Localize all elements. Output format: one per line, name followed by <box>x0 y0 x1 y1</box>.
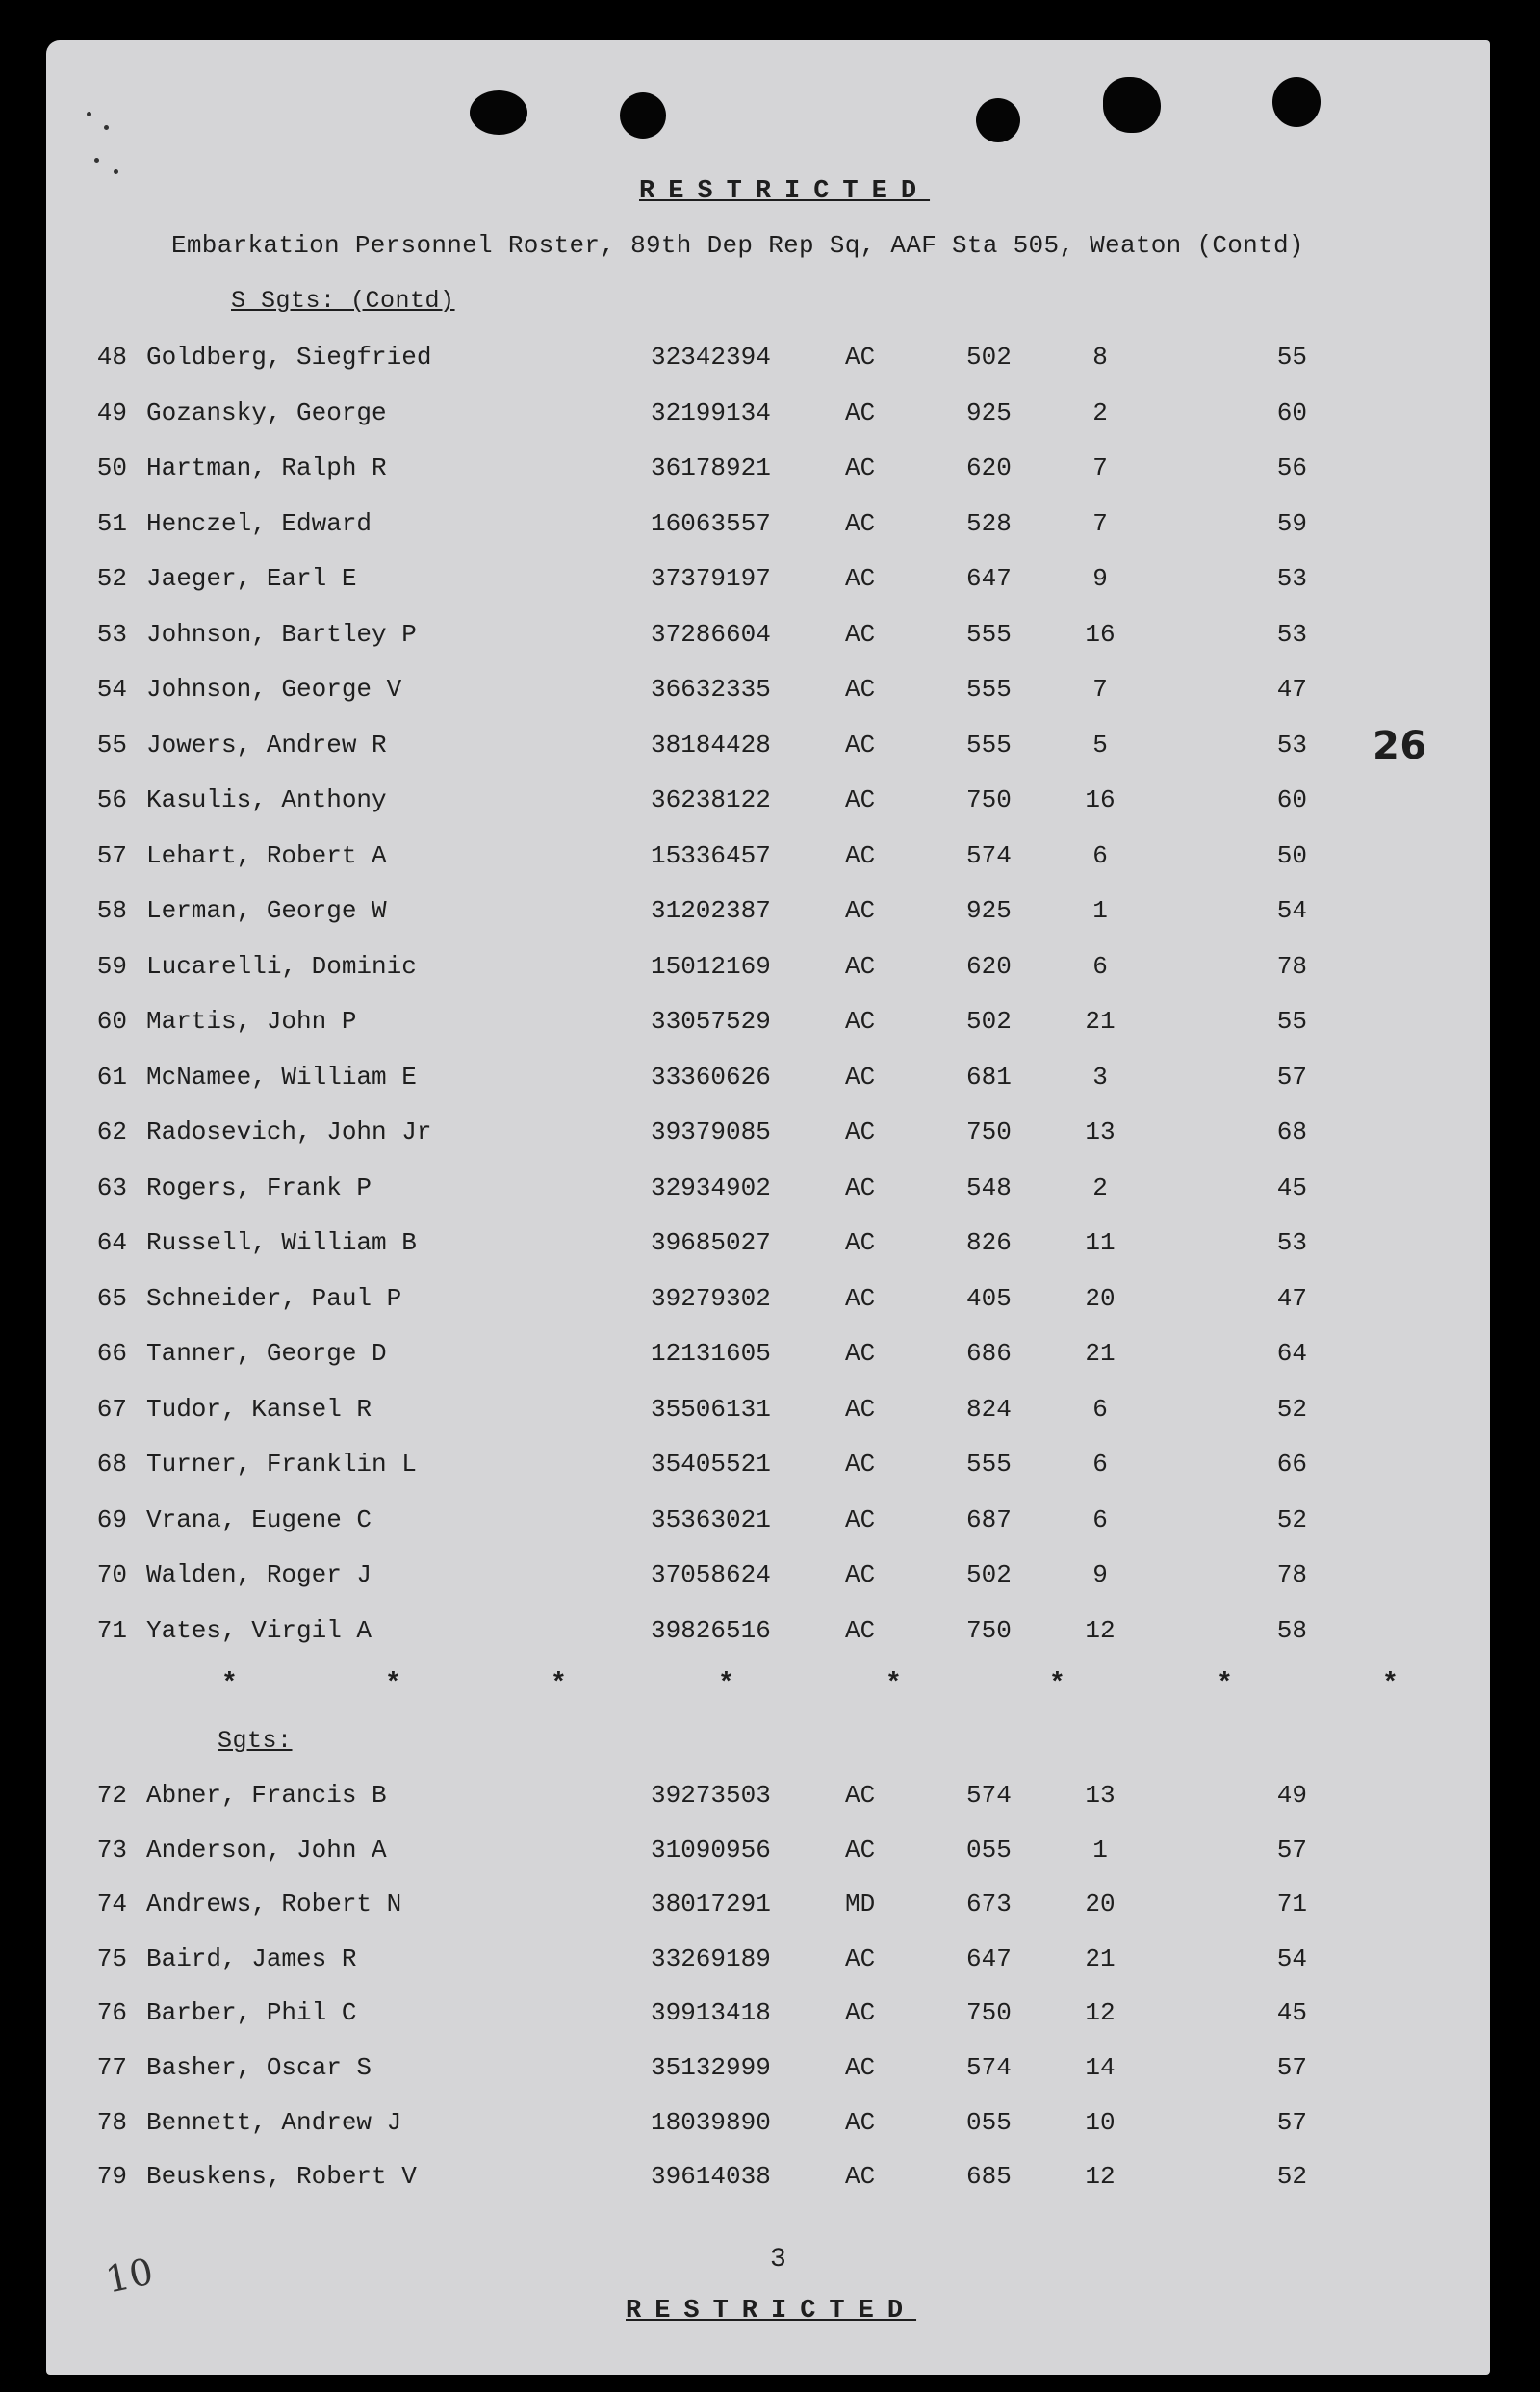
roster-months: 12 <box>1085 2162 1116 2192</box>
roster-num: 73 <box>96 1835 127 1865</box>
roster-row <box>46 564 1490 603</box>
roster-score: 58 <box>1276 1615 1307 1645</box>
punch-hole <box>470 90 527 135</box>
roster-branch: AC <box>845 508 876 538</box>
roster-code: 548 <box>966 1172 1012 1202</box>
roster-code: 055 <box>966 2107 1012 2137</box>
roster-code: 405 <box>966 1283 1012 1313</box>
roster-branch: AC <box>845 2162 876 2192</box>
roster-months: 2 <box>1092 1172 1108 1202</box>
roster-name: Kasulis, Anthony <box>146 785 387 814</box>
roster-branch: AC <box>845 1394 876 1424</box>
roster-code: 673 <box>966 1890 1012 1919</box>
roster-months: 3 <box>1092 1062 1108 1092</box>
roster-serial: 15012169 <box>651 951 771 981</box>
roster-row <box>46 1118 1490 1156</box>
roster-row <box>46 343 1490 381</box>
roster-serial: 32934902 <box>651 1172 771 1202</box>
roster-row <box>46 731 1490 769</box>
roster-months: 12 <box>1085 1615 1116 1645</box>
roster-branch: AC <box>845 840 876 870</box>
roster-row <box>46 1505 1490 1544</box>
roster-score: 71 <box>1276 1890 1307 1919</box>
roster-serial: 39614038 <box>651 2162 771 2192</box>
roster-title: Embarkation Personnel Roster, 89th Dep Rep Sq, AAF Sta 505, Weaton (Contd) <box>171 231 1304 260</box>
roster-serial: 35132999 <box>651 2053 771 2082</box>
punch-hole <box>1103 77 1161 133</box>
roster-num: 66 <box>96 1339 127 1368</box>
roster-months: 14 <box>1085 2053 1116 2082</box>
roster-name: Johnson, George V <box>146 675 402 704</box>
roster-months: 21 <box>1085 1339 1116 1368</box>
roster-branch: AC <box>845 896 876 925</box>
roster-serial: 31202387 <box>651 896 771 925</box>
roster-name: Schneider, Paul P <box>146 1283 402 1313</box>
roster-num: 61 <box>96 1062 127 1092</box>
roster-score: 47 <box>1276 675 1307 704</box>
roster-branch: MD <box>845 1890 876 1919</box>
roster-row <box>46 841 1490 880</box>
roster-code: 750 <box>966 1998 1012 2028</box>
roster-serial: 39685027 <box>651 1228 771 1257</box>
roster-num: 49 <box>96 398 127 427</box>
roster-name: Jaeger, Earl E <box>146 564 357 593</box>
roster-code: 055 <box>966 1835 1012 1865</box>
roster-code: 685 <box>966 2162 1012 2192</box>
roster-num: 54 <box>96 675 127 704</box>
roster-score: 52 <box>1276 1394 1307 1424</box>
roster-serial: 33057529 <box>651 1007 771 1036</box>
roster-branch: AC <box>845 343 876 372</box>
roster-serial: 33360626 <box>651 1062 771 1092</box>
roster-score: 52 <box>1276 2162 1307 2192</box>
roster-num: 64 <box>96 1228 127 1257</box>
roster-months: 1 <box>1092 1835 1108 1865</box>
document-page <box>46 40 1490 2375</box>
roster-branch: AC <box>845 1172 876 1202</box>
classification-footer: RESTRICTED <box>626 2297 917 2326</box>
roster-name: Walden, Roger J <box>146 1560 372 1589</box>
roster-code: 925 <box>966 398 1012 427</box>
roster-num: 68 <box>96 1450 127 1479</box>
roster-code: 528 <box>966 508 1012 538</box>
roster-branch: AC <box>845 1118 876 1146</box>
roster-num: 62 <box>96 1118 127 1146</box>
roster-name: McNamee, William E <box>146 1062 417 1092</box>
roster-serial: 39273503 <box>651 1781 771 1810</box>
roster-row <box>46 896 1490 935</box>
roster-name: Radosevich, John Jr <box>146 1118 432 1146</box>
roster-row <box>46 1944 1490 1983</box>
roster-num: 60 <box>96 1007 127 1036</box>
roster-score: 49 <box>1276 1781 1307 1810</box>
roster-num: 58 <box>96 896 127 925</box>
roster-name: Abner, Francis B <box>146 1781 387 1810</box>
roster-months: 6 <box>1092 951 1108 981</box>
roster-name: Gozansky, George <box>146 398 387 427</box>
roster-serial: 36632335 <box>651 675 771 704</box>
roster-num: 53 <box>96 619 127 649</box>
section-separator <box>46 1669 1490 1708</box>
roster-branch: AC <box>845 453 876 482</box>
page-number: 3 <box>770 2245 787 2275</box>
roster-score: 50 <box>1276 840 1307 870</box>
roster-name: Lehart, Robert A <box>146 840 387 870</box>
roster-row <box>46 1228 1490 1267</box>
separator-star: * <box>385 1669 401 1699</box>
roster-score: 54 <box>1276 1943 1307 1973</box>
roster-row <box>46 1063 1490 1101</box>
roster-months: 6 <box>1092 840 1108 870</box>
separator-star: * <box>718 1669 734 1699</box>
roster-num: 50 <box>96 453 127 482</box>
roster-name: Russell, William B <box>146 1228 417 1257</box>
roster-code: 502 <box>966 1560 1012 1589</box>
roster-row <box>46 453 1490 492</box>
roster-code: 925 <box>966 896 1012 925</box>
separator-star: * <box>551 1669 567 1699</box>
roster-score: 54 <box>1276 896 1307 925</box>
roster-row <box>46 1395 1490 1433</box>
roster-row <box>46 1998 1490 2037</box>
roster-branch: AC <box>845 1505 876 1534</box>
roster-serial: 39913418 <box>651 1998 771 2028</box>
roster-months: 6 <box>1092 1450 1108 1479</box>
roster-name: Baird, James R <box>146 1943 357 1973</box>
separator-star: * <box>1217 1669 1233 1699</box>
margin-annotation: 26 <box>1373 724 1427 768</box>
roster-num: 76 <box>96 1998 127 2028</box>
roster-code: 555 <box>966 730 1012 759</box>
roster-row <box>46 1616 1490 1655</box>
roster-score: 53 <box>1276 730 1307 759</box>
roster-months: 10 <box>1085 2107 1116 2137</box>
roster-score: 55 <box>1276 343 1307 372</box>
roster-num: 52 <box>96 564 127 593</box>
roster-branch: AC <box>845 675 876 704</box>
roster-num: 56 <box>96 785 127 814</box>
roster-row <box>46 2162 1490 2200</box>
roster-name: Lerman, George W <box>146 896 387 925</box>
roster-serial: 37058624 <box>651 1560 771 1589</box>
roster-code: 750 <box>966 1118 1012 1146</box>
roster-branch: AC <box>845 1835 876 1865</box>
roster-code: 686 <box>966 1339 1012 1368</box>
roster-score: 64 <box>1276 1339 1307 1368</box>
roster-months: 7 <box>1092 508 1108 538</box>
roster-branch: AC <box>845 1943 876 1973</box>
roster-serial: 39379085 <box>651 1118 771 1146</box>
roster-name: Vrana, Eugene C <box>146 1505 372 1534</box>
roster-serial: 36178921 <box>651 453 771 482</box>
roster-name: Martis, John P <box>146 1007 357 1036</box>
classification-header: RESTRICTED <box>639 177 931 206</box>
roster-serial: 15336457 <box>651 840 771 870</box>
roster-serial: 12131605 <box>651 1339 771 1368</box>
roster-months: 6 <box>1092 1394 1108 1424</box>
roster-score: 56 <box>1276 453 1307 482</box>
roster-serial: 35363021 <box>651 1505 771 1534</box>
roster-months: 20 <box>1085 1890 1116 1919</box>
roster-months: 5 <box>1092 730 1108 759</box>
separator-star: * <box>221 1669 238 1699</box>
roster-code: 681 <box>966 1062 1012 1092</box>
roster-num: 77 <box>96 2053 127 2082</box>
roster-score: 55 <box>1276 1007 1307 1036</box>
roster-name: Yates, Virgil A <box>146 1615 372 1645</box>
roster-score: 57 <box>1276 1062 1307 1092</box>
roster-row <box>46 1007 1490 1045</box>
roster-branch: AC <box>845 1450 876 1479</box>
roster-name: Henczel, Edward <box>146 508 372 538</box>
roster-branch: AC <box>845 1560 876 1589</box>
roster-row <box>46 1450 1490 1488</box>
section-heading-sergeants: Sgts: <box>218 1727 293 1755</box>
roster-name: Tanner, George D <box>146 1339 387 1368</box>
roster-score: 53 <box>1276 619 1307 649</box>
roster-branch: AC <box>845 564 876 593</box>
section-heading-staff-sergeants: S Sgts: (Contd) <box>231 287 455 315</box>
roster-code: 687 <box>966 1505 1012 1534</box>
roster-branch: AC <box>845 951 876 981</box>
roster-name: Beuskens, Robert V <box>146 2162 417 2192</box>
roster-branch: AC <box>845 1998 876 2028</box>
roster-serial: 36238122 <box>651 785 771 814</box>
roster-serial: 38184428 <box>651 730 771 759</box>
roster-branch: AC <box>845 1615 876 1645</box>
roster-num: 59 <box>96 951 127 981</box>
roster-score: 57 <box>1276 2107 1307 2137</box>
roster-score: 57 <box>1276 2053 1307 2082</box>
roster-branch: AC <box>845 1007 876 1036</box>
roster-serial: 18039890 <box>651 2107 771 2137</box>
roster-name: Andrews, Robert N <box>146 1890 402 1919</box>
roster-serial: 37286604 <box>651 619 771 649</box>
roster-score: 59 <box>1276 508 1307 538</box>
roster-row <box>46 620 1490 658</box>
roster-months: 1 <box>1092 896 1108 925</box>
roster-row <box>46 785 1490 824</box>
roster-code: 620 <box>966 453 1012 482</box>
roster-name: Bennett, Andrew J <box>146 2107 402 2137</box>
roster-row <box>46 1890 1490 1928</box>
roster-code: 574 <box>966 2053 1012 2082</box>
roster-row <box>46 1339 1490 1377</box>
roster-branch: AC <box>845 785 876 814</box>
roster-code: 502 <box>966 343 1012 372</box>
roster-row <box>46 1781 1490 1819</box>
roster-row <box>46 509 1490 548</box>
roster-branch: AC <box>845 398 876 427</box>
roster-score: 45 <box>1276 1172 1307 1202</box>
roster-branch: AC <box>845 2107 876 2137</box>
roster-months: 7 <box>1092 675 1108 704</box>
roster-months: 9 <box>1092 564 1108 593</box>
roster-code: 647 <box>966 1943 1012 1973</box>
roster-num: 72 <box>96 1781 127 1810</box>
roster-code: 750 <box>966 1615 1012 1645</box>
roster-score: 68 <box>1276 1118 1307 1146</box>
roster-num: 67 <box>96 1394 127 1424</box>
roster-num: 78 <box>96 2107 127 2137</box>
roster-name: Lucarelli, Dominic <box>146 951 417 981</box>
roster-months: 13 <box>1085 1118 1116 1146</box>
roster-name: Goldberg, Siegfried <box>146 343 432 372</box>
roster-months: 16 <box>1085 785 1116 814</box>
roster-months: 13 <box>1085 1781 1116 1810</box>
roster-num: 55 <box>96 730 127 759</box>
roster-num: 51 <box>96 508 127 538</box>
roster-serial: 32199134 <box>651 398 771 427</box>
roster-months: 7 <box>1092 453 1108 482</box>
roster-serial: 33269189 <box>651 1943 771 1973</box>
roster-num: 57 <box>96 840 127 870</box>
roster-serial: 35405521 <box>651 1450 771 1479</box>
separator-star: * <box>1382 1669 1399 1699</box>
roster-months: 12 <box>1085 1998 1116 2028</box>
roster-score: 78 <box>1276 1560 1307 1589</box>
punch-hole <box>1272 77 1321 127</box>
roster-code: 620 <box>966 951 1012 981</box>
roster-name: Anderson, John A <box>146 1835 387 1865</box>
roster-row <box>46 2053 1490 2092</box>
roster-row <box>46 1560 1490 1599</box>
roster-code: 574 <box>966 1781 1012 1810</box>
roster-branch: AC <box>845 730 876 759</box>
roster-score: 57 <box>1276 1835 1307 1865</box>
roster-months: 9 <box>1092 1560 1108 1589</box>
roster-num: 63 <box>96 1172 127 1202</box>
handwritten-note: 10 <box>101 2250 158 2302</box>
roster-serial: 16063557 <box>651 508 771 538</box>
roster-score: 53 <box>1276 564 1307 593</box>
roster-name: Tudor, Kansel R <box>146 1394 372 1424</box>
roster-serial: 38017291 <box>651 1890 771 1919</box>
roster-score: 66 <box>1276 1450 1307 1479</box>
roster-branch: AC <box>845 2053 876 2082</box>
roster-code: 647 <box>966 564 1012 593</box>
roster-serial: 32342394 <box>651 343 771 372</box>
separator-star: * <box>1049 1669 1065 1699</box>
roster-code: 555 <box>966 675 1012 704</box>
roster-row <box>46 1836 1490 1874</box>
roster-code: 555 <box>966 1450 1012 1479</box>
roster-score: 60 <box>1276 785 1307 814</box>
roster-score: 52 <box>1276 1505 1307 1534</box>
roster-branch: AC <box>845 1062 876 1092</box>
roster-num: 74 <box>96 1890 127 1919</box>
roster-num: 69 <box>96 1505 127 1534</box>
roster-serial: 35506131 <box>651 1394 771 1424</box>
roster-serial: 39826516 <box>651 1615 771 1645</box>
roster-serial: 31090956 <box>651 1835 771 1865</box>
roster-months: 21 <box>1085 1007 1116 1036</box>
roster-months: 8 <box>1092 343 1108 372</box>
roster-name: Barber, Phil C <box>146 1998 357 2028</box>
roster-branch: AC <box>845 1228 876 1257</box>
roster-branch: AC <box>845 1781 876 1810</box>
roster-name: Jowers, Andrew R <box>146 730 387 759</box>
roster-num: 48 <box>96 343 127 372</box>
roster-branch: AC <box>845 1339 876 1368</box>
punch-hole <box>620 92 666 139</box>
roster-months: 16 <box>1085 619 1116 649</box>
roster-num: 65 <box>96 1283 127 1313</box>
roster-score: 45 <box>1276 1998 1307 2028</box>
roster-serial: 39279302 <box>651 1283 771 1313</box>
roster-name: Johnson, Bartley P <box>146 619 417 649</box>
roster-months: 2 <box>1092 398 1108 427</box>
roster-name: Basher, Oscar S <box>146 2053 372 2082</box>
roster-row <box>46 1284 1490 1323</box>
roster-branch: AC <box>845 1283 876 1313</box>
roster-code: 826 <box>966 1228 1012 1257</box>
roster-code: 750 <box>966 785 1012 814</box>
roster-months: 21 <box>1085 1943 1116 1973</box>
roster-num: 75 <box>96 1943 127 1973</box>
roster-row <box>46 1173 1490 1212</box>
roster-row <box>46 2108 1490 2147</box>
roster-score: 60 <box>1276 398 1307 427</box>
roster-branch: AC <box>845 619 876 649</box>
roster-row <box>46 399 1490 437</box>
roster-num: 71 <box>96 1615 127 1645</box>
roster-row <box>46 952 1490 990</box>
punch-hole <box>976 98 1020 142</box>
roster-name: Hartman, Ralph R <box>146 453 387 482</box>
roster-code: 555 <box>966 619 1012 649</box>
roster-serial: 37379197 <box>651 564 771 593</box>
roster-months: 11 <box>1085 1228 1116 1257</box>
roster-code: 824 <box>966 1394 1012 1424</box>
roster-score: 78 <box>1276 951 1307 981</box>
roster-name: Rogers, Frank P <box>146 1172 372 1202</box>
roster-months: 20 <box>1085 1283 1116 1313</box>
roster-row <box>46 675 1490 713</box>
roster-num: 70 <box>96 1560 127 1589</box>
separator-star: * <box>886 1669 902 1699</box>
roster-months: 6 <box>1092 1505 1108 1534</box>
roster-code: 574 <box>966 840 1012 870</box>
roster-num: 79 <box>96 2162 127 2192</box>
roster-code: 502 <box>966 1007 1012 1036</box>
roster-score: 53 <box>1276 1228 1307 1257</box>
roster-name: Turner, Franklin L <box>146 1450 417 1479</box>
roster-score: 47 <box>1276 1283 1307 1313</box>
